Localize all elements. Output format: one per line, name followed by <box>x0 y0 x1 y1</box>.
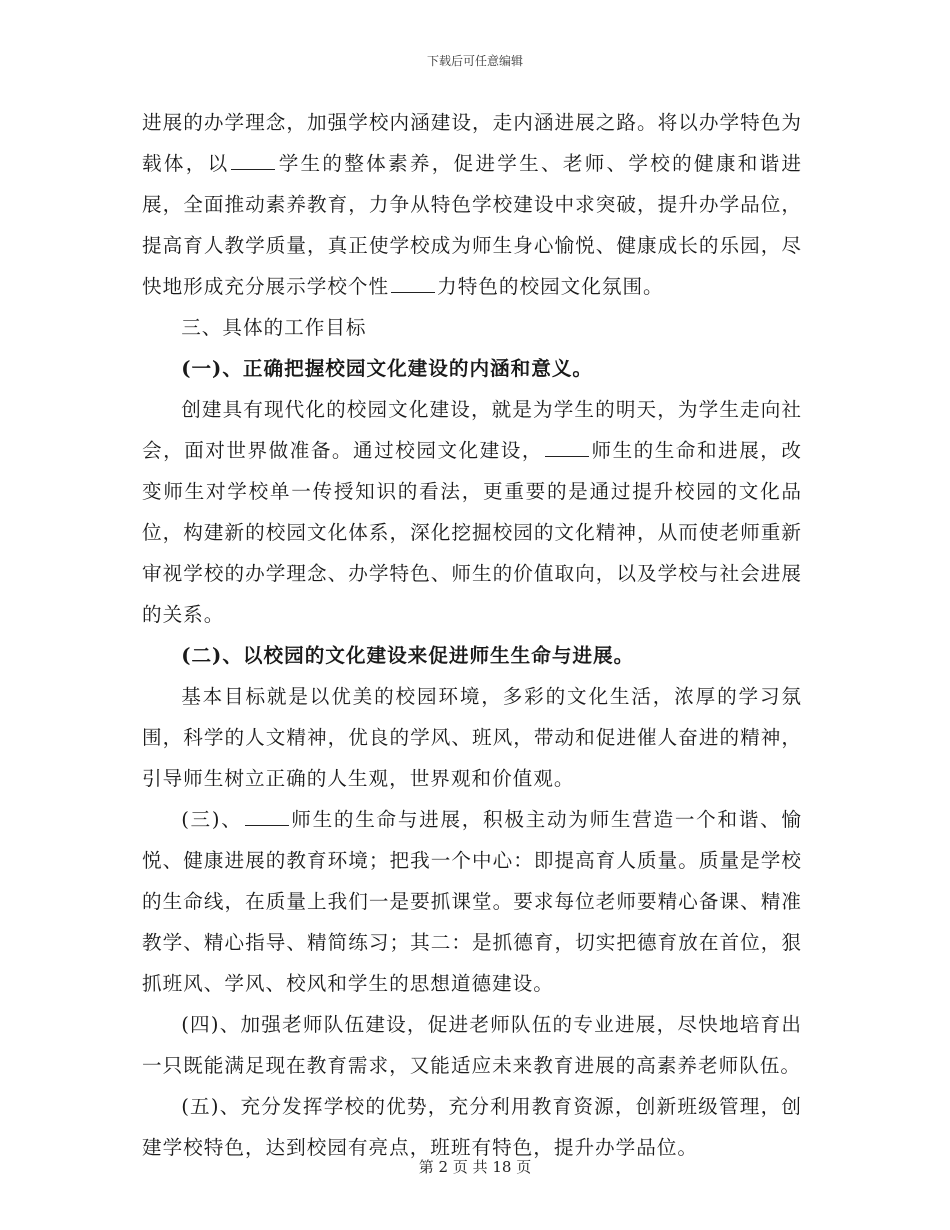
text-run: (二)、以校园的文化建设来促进师生生命与进展。 <box>181 644 635 667</box>
page-header: 下载后可任意编辑 <box>426 54 523 68</box>
paragraph-4 <box>142 389 802 635</box>
section-heading <box>142 307 802 348</box>
text-run: 学生的整体素养，促进学生、老师、学校的健康和谐进展，全面推动素养教育，力争从特色学校建设中求突破，提升办学品位，提高育人教学质量，真正使学校成为师生身心愉悦、健康成长的乐园，尽快地形成充分展示学校个性 <box>142 152 803 298</box>
page-footer: 第 2 页 共 18 页 <box>418 1158 532 1176</box>
paragraph-7 <box>142 799 802 1004</box>
text-run: (一)、正确把握校园文化建设的内涵和意义。 <box>181 357 594 380</box>
fill-blank <box>391 276 435 293</box>
text-run: 师生的生命与进展，积极主动为师生营造一个和谐、愉悦、健康进展的教育环境；把我一个中心：即提高育人质量。质量是学校的生命线，在质量上我们一是要抓课堂。要求每位老师要精心备课、精准教学、精心指导、精简练习；其二：是抓德育，切实把德育放在首位，狠抓班风、学风、校风和学生的思想道德建设。 <box>142 808 803 995</box>
text-run: (五)、充分发挥学校的优势，充分利用教育资源，创新班级管理，创建学校特色，达到校园有亮点，班班有特色，提升办学品位。 <box>142 1095 802 1159</box>
subsection-heading-2 <box>142 635 802 676</box>
text-run: 进展的办学理念，加强学校内涵建设，走内涵进展之路。将以办学特色为载体，以 <box>142 111 802 175</box>
text-run: 力特色的校园文化氛围。 <box>437 275 664 298</box>
fill-blank <box>545 440 589 457</box>
paragraph-6 <box>142 676 802 799</box>
document-body <box>142 102 802 1168</box>
text-run: 基本目标就是以优美的校园环境，多彩的文化生活，浓厚的学习氛围，科学的人文精神，优良的学风、班风，带动和促进催人奋进的精神，引导师生树立正确的人生观，世界观和价值观。 <box>142 685 802 790</box>
paragraph-1 <box>142 102 802 307</box>
text-run: 师生的生命和进展，改变师生对学校单一传授知识的看法，更重要的是通过提升校园的文化品位，构建新的校园文化体系，深化挖掘校园的文化精神，从而使老师重新审视学校的办学理念、办学特色、师生的价值取向，以及学校与社会进展的关系。 <box>142 439 803 626</box>
text-run: (三)、 <box>181 808 243 831</box>
text-run: 三、具体的工作目标 <box>181 316 367 339</box>
fill-blank <box>245 809 289 826</box>
paragraph-8 <box>142 1004 802 1086</box>
fill-blank <box>231 153 275 170</box>
subsection-heading-1 <box>142 348 802 389</box>
text-run: (四)、加强老师队伍建设，促进老师队伍的专业进展，尽快地培育出一只既能满足现在教育需求，又能适应未来教育进展的高素养老师队伍。 <box>142 1013 802 1077</box>
text-run: 创建具有现代化的校园文化建设，就是为学生的明天，为学生走向社会，面对世界做准备。通过校园文化建设， <box>142 398 802 462</box>
